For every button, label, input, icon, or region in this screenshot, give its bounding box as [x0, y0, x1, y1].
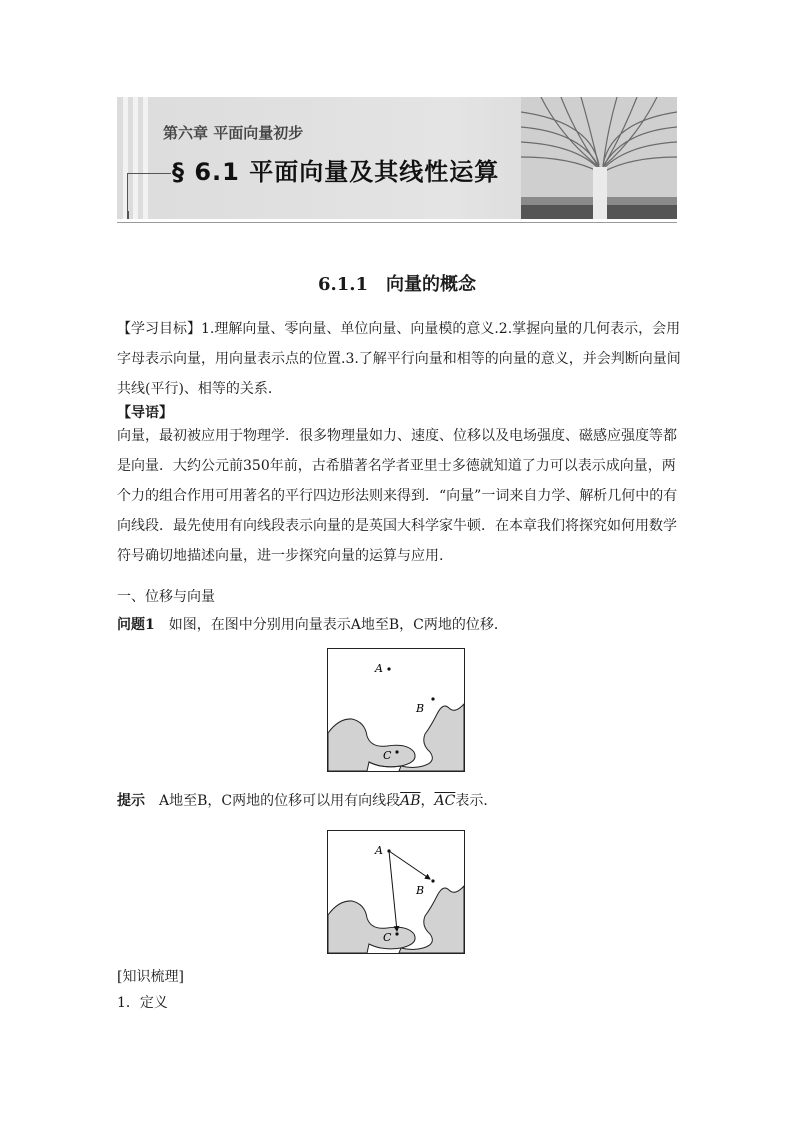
- hint-text-b: 表示．: [455, 793, 498, 809]
- vector-ac: $\overline{AC}$: [434, 793, 456, 809]
- section-title: § 6.1 平面向量及其线性运算: [172, 158, 500, 186]
- point-c-label: C: [383, 749, 392, 762]
- hint-sep: ，: [420, 793, 435, 809]
- point-a-label: A: [375, 844, 383, 857]
- hint-label: 提示: [117, 793, 145, 809]
- goals-text: 1.理解向量、零向量、单位向量、向量模的意义.2.掌握向量的几何表示，会用字母表示向量，用向量表示点的位置.3.了解平行向量和相等的向量的意义，并会判断向量间共线(平行)、相等的关系．: [117, 321, 681, 397]
- figure-map-1: [327, 648, 465, 776]
- point-c-label: C: [383, 931, 392, 944]
- subtitle: 6.1.1 向量的概念: [317, 274, 477, 295]
- question-1: [117, 610, 682, 640]
- banner-rule: [117, 222, 677, 223]
- title-bracket-tail: [127, 211, 129, 219]
- point-b-label: B: [416, 702, 425, 715]
- vector-ab: $\overline{AB}$: [400, 793, 421, 809]
- banner-photo: [521, 97, 677, 219]
- goals-label: 【学习目标】: [117, 321, 201, 337]
- question-text: 如图，在图中分别用向量表示A地至B，C两地的位移．: [154, 617, 508, 633]
- intro-text: 向量，最初被应用于物理学．很多物理量如力、速度、位移以及电场强度、磁感应强度等都是向量．大约公元前350年前，古希腊著名学者亚里士多德就知道了力可以表示成向量，两个力的组合作用可用著名的平行四边形法则来得到．“向量”一词来自力学、解析几何中的有向线段．最先使用有向线段表示向量的是英国大科学家牛顿．在本章我们将探究如何用数学符号确切地描述向量，进一步探究向量的运算与应用.: [117, 428, 678, 564]
- hint-text-a: A地至B，C两地的位移可以用有向线段: [145, 793, 401, 809]
- point-a-label: A: [375, 662, 383, 675]
- definition-item: 1．定义: [117, 995, 168, 1011]
- title-bracket: [127, 173, 171, 212]
- section-heading: 一、位移与向量: [117, 589, 215, 605]
- learning-goals: [117, 314, 682, 404]
- knowledge-label: [知识梳理]: [117, 969, 184, 985]
- figure-map-2: [327, 830, 465, 958]
- question-label: 问题1: [117, 617, 155, 633]
- hint: [117, 786, 682, 816]
- point-b-label: B: [416, 884, 425, 897]
- chapter-label: 第六章 平面向量初步: [163, 124, 304, 142]
- intro-label: 【导语】: [117, 405, 173, 421]
